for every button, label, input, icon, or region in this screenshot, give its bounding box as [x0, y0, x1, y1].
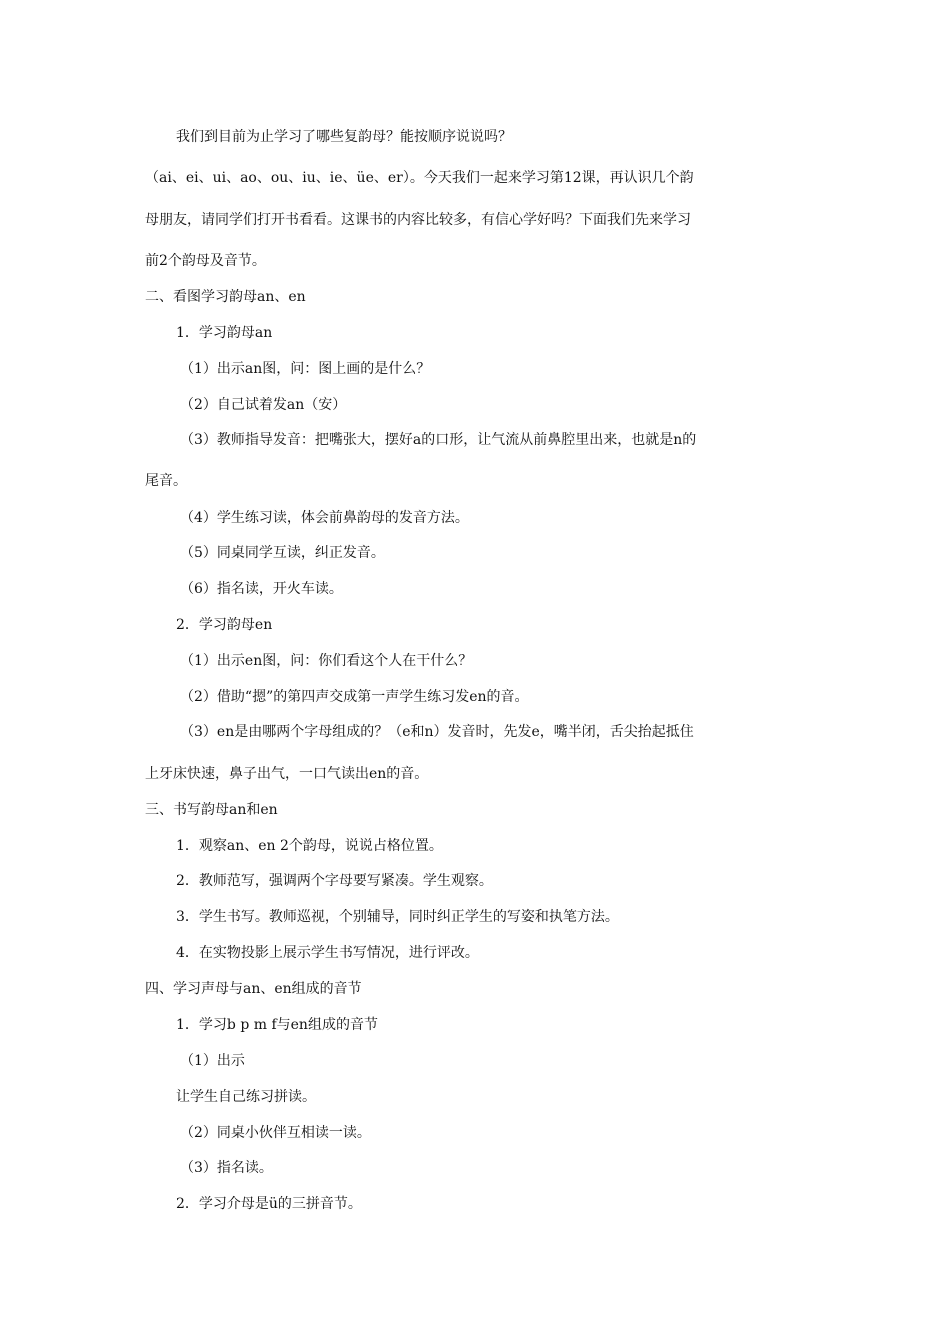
section-heading: 二、看图学习韵母an、en — [145, 289, 306, 305]
text-line: 2．学习韵母en — [176, 617, 273, 633]
text-line: 让学生自己练习拼读。 — [176, 1089, 316, 1105]
text-line: 1．观察an、en 2个韵母，说说占格位置。 — [176, 838, 443, 854]
text-line: 2．学习介母是ü的三拼音节。 — [176, 1196, 362, 1212]
text-line: 上牙床快速，鼻子出气，一口气读出en的音。 — [145, 766, 429, 782]
text-line: （6）指名读，开火车读。 — [180, 581, 343, 597]
text-line: 母朋友，请同学们打开书看看。这课书的内容比较多，有信心学好吗？下面我们先来学习 — [145, 212, 691, 228]
text-line: 前2个韵母及音节。 — [145, 253, 266, 269]
text-line: 1．学习b p m f与en组成的音节 — [176, 1017, 378, 1033]
text-line: 尾音。 — [145, 473, 187, 489]
text-line: （3）指名读。 — [180, 1160, 273, 1176]
section-heading: 三、书写韵母an和en — [145, 802, 278, 818]
text-line: （3）教师指导发音：把嘴张大，摆好a的口形，让气流从前鼻腔里出来，也就是n的 — [180, 432, 697, 448]
text-line: （5）同桌同学互读，纠正发音。 — [180, 545, 385, 561]
text-line: （2）自己试着发an（安） — [180, 397, 347, 413]
text-line: （2）借助“摁”的第四声交成第一声学生练习发en的音。 — [180, 689, 529, 705]
text-line: （ai、ei、ui、ao、ou、iu、ie、üe、er）。今天我们一起来学习第12课，再认识几个韵 — [145, 170, 694, 186]
text-line: 我们到目前为止学习了哪些复韵母？能按顺序说说吗？ — [176, 129, 512, 145]
text-line: （1）出示 — [180, 1053, 245, 1069]
text-line: （4）学生练习读，体会前鼻韵母的发音方法。 — [180, 510, 469, 526]
text-line: （1）出示an图，问：图上画的是什么？ — [180, 361, 431, 377]
text-line: 4．在实物投影上展示学生书写情况，进行评改。 — [176, 945, 479, 961]
text-line: 1．学习韵母an — [176, 325, 273, 341]
text-line: 2．教师范写，强调两个字母要写紧凑。学生观察。 — [176, 873, 493, 889]
text-line: 3．学生书写。教师巡视，个别辅导，同时纠正学生的写姿和执笔方法。 — [176, 909, 619, 925]
text-line: （3）en是由哪两个字母组成的？（e和n）发音时，先发e，嘴半闭，舌尖抬起抵住 — [180, 724, 694, 740]
text-line: （1）出示en图，问：你们看这个人在干什么？ — [180, 653, 473, 669]
section-heading: 四、学习声母与an、en组成的音节 — [145, 981, 362, 997]
text-line: （2）同桌小伙伴互相读一读。 — [180, 1125, 371, 1141]
